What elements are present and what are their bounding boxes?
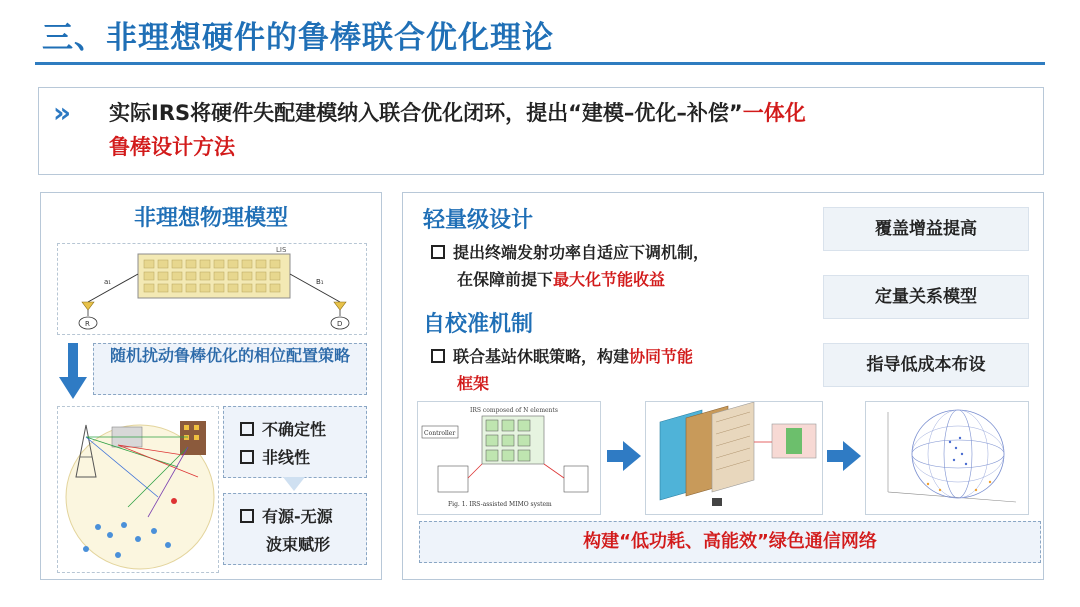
lightweight-heading: 轻量级设计: [423, 208, 534, 233]
checkbox-icon: [431, 245, 445, 259]
irs-hardware-illustration: [646, 402, 822, 514]
feature-item: 非线性: [240, 445, 310, 468]
irs-mimo-figure: [417, 401, 601, 515]
calibration-text: 联合基站休眠策略，构建协同节能 框架: [431, 343, 693, 397]
right-panel: [402, 192, 1044, 580]
side-box-quantitative-model: 定量关系模型: [823, 275, 1029, 319]
page-title: 三、非理想硬件的鲁棒联合优化理论: [42, 20, 554, 56]
svg-text:D: D: [337, 320, 343, 328]
irs-model-figure: [57, 243, 367, 335]
irs-mimo-diagram: [418, 402, 600, 514]
svg-text:a₁: a₁: [104, 278, 112, 286]
svg-text:B₁: B₁: [316, 278, 324, 286]
right-arrow-icon: [607, 441, 641, 471]
svg-text:Fig. 1. IRS-assisted MIMO sy: Fig. 1. IRS-assisted MIMO system: [448, 501, 552, 508]
sphere-plot-figure: [865, 401, 1029, 515]
sphere-plot-illustration: [866, 402, 1028, 514]
double-chevron-icon: »: [53, 96, 66, 129]
feature-item: 有源-无源: [240, 504, 333, 527]
right-arrow-icon-2: [827, 441, 861, 471]
summary-main: 实际IRS将硬件失配建模纳入联合优化闭环，提出“建模–优化–补偿”: [109, 101, 743, 125]
side-box-low-cost-deployment: 指导低成本布设: [823, 343, 1029, 387]
summary-highlight-2: 鲁棒设计方法: [109, 135, 235, 159]
summary-box: [38, 87, 1044, 175]
left-heading: 非理想物理模型: [133, 206, 288, 231]
svg-text:IRS composed of N elements: IRS composed of N elements: [470, 407, 558, 414]
network-scene-figure: [57, 406, 219, 573]
checkbox-icon: [240, 422, 254, 436]
svg-text:Controller: Controller: [424, 430, 456, 437]
checkbox-icon: [431, 349, 445, 363]
down-arrow-small-icon: [283, 477, 305, 491]
left-panel: [40, 192, 382, 580]
feature-item-continued: 波束赋形: [266, 535, 331, 554]
svg-text:R: R: [85, 320, 90, 328]
features-box-beamforming: [223, 493, 367, 565]
title-divider: [35, 62, 1045, 65]
irs-diagram: [58, 244, 366, 334]
strategy-box: 随机扰动鲁棒优化的相位配置策略: [93, 343, 367, 395]
irs-hardware-figure: [645, 401, 823, 515]
feature-item: 不确定性: [240, 417, 326, 440]
features-box-uncertainty: [223, 406, 367, 478]
network-scene-illustration: [58, 407, 218, 572]
calibration-heading: 自校准机制: [423, 312, 534, 337]
green-network-banner: 构建“低功耗、高能效”绿色通信网络: [419, 521, 1041, 563]
summary-text: [109, 96, 1029, 164]
summary-highlight-1: 一体化: [742, 101, 806, 125]
checkbox-icon: [240, 509, 254, 523]
checkbox-icon: [240, 450, 254, 464]
irs-label: LIS: [276, 246, 287, 254]
down-arrow-icon: [57, 343, 89, 401]
side-box-coverage-gain: 覆盖增益提高: [823, 207, 1029, 251]
lightweight-text: 提出终端发射功率自适应下调机制， 在保障前提下最大化节能收益: [431, 239, 709, 293]
